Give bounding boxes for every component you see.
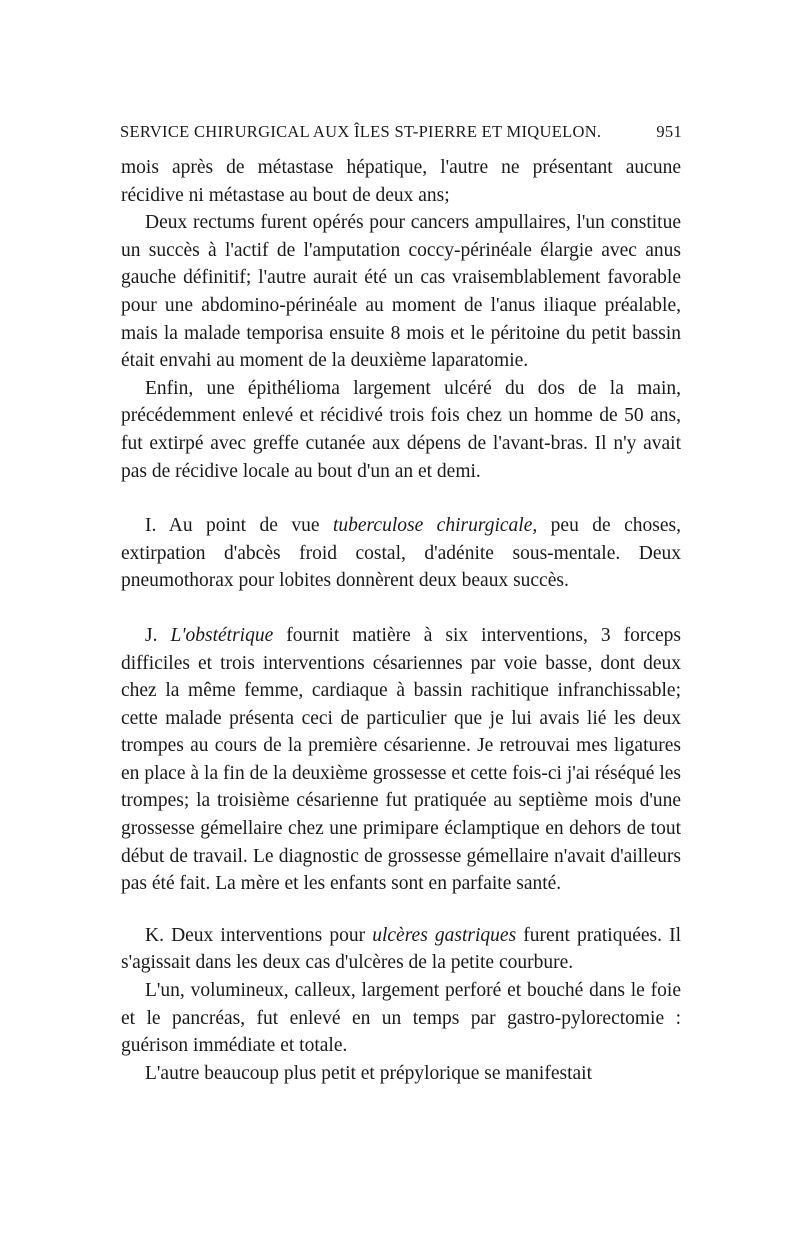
paragraph-continuation: mois après de métastase hépatique, l'autre ne présentant aucune récidive ni métastase au bout de deux ans;: [121, 157, 681, 206]
running-title: SERVICE CHIRURGICAL AUX ÎLES ST-PIERRE ET MIQUELON.: [120, 122, 602, 141]
paragraph-ulcer-two: L'autre beaucoup plus petit et prépylorique se manifestait: [145, 1062, 592, 1084]
section-i-emphasis: tuberculose chirurgicale,: [332, 515, 538, 537]
paragraph-rectums: Deux rectums furent opérés pour cancers ampullaires, l'un constitue un succès à l'actif de l'amputation coccy-périnéale élargie avec anus gauche définitif; l'autre aurait été un cas vraisemblablement favorable pour une abdomino-périnéale au moment de l'anus iliaque préalable, mais la malade temporisa ensuite 8 mois et le péritoine du petit bassin était envahi au moment de la deuxième laparatomie.: [121, 212, 681, 372]
section-i-tuberculose: [121, 512, 681, 595]
section-k-lead: K. Deux interventions pour: [145, 924, 373, 946]
page-number: 951: [656, 122, 682, 141]
section-i-text: peu de choses, extirpation d'abcès froid costal, d'adénite sous-mentale. Deux pneumothorax pour lobites donnèrent deux beaux succès.: [121, 515, 681, 592]
section-i-lead: I. Au point de vue: [145, 515, 333, 537]
section-j-lead: J.: [145, 624, 171, 646]
page-body: [121, 154, 681, 1087]
paragraph-ulcer-one: L'un, volumineux, calleux, largement perforé et bouché dans le foie et le pancréas, fut enlevé en un temps par gastro-pylorectomie : guérison immédiate et totale.: [121, 980, 681, 1057]
section-j-obstetrique: [121, 622, 681, 898]
paragraph-epithelioma: Enfin, une épithélioma largement ulcéré du dos de la main, précédemment enlevé et récidivé trois fois chez un homme de 50 ans, fut extirpé avec greffe cutanée aux dépens de l'avant-bras. Il n'y avait pas de récidive locale au bout d'un an et demi.: [121, 377, 681, 482]
section-k-ulceres: [121, 922, 681, 977]
section-k-emphasis: ulcères gastriques: [372, 924, 517, 946]
section-k-text: furent pratiquées. Il s'agissait dans les deux cas d'ulcères de la petite courbure.: [121, 924, 682, 974]
section-j-text: fournit matière à six interventions, 3 forceps difficiles et trois interventions césariennes par voie basse, dont deux chez la même femme, cardiaque à bassin rachitique infranchissable; cette malade présenta ceci de particulier que je lui avais lié les deux trompes au cours de la première césarienne. Je retrouvai mes ligatures en place à la fin de la deuxième grossesse et cette fois-ci j'ai réséqué les trompes; la troisième césarienne fut pratiquée au septième mois d'une grossesse gémellaire chez une primipare éclamptique en dehors de tout début de travail. Le diagnostic de grossesse gémellaire n'avait d'ailleurs pas été fait. La mère et les enfants sont en parfaite santé.: [121, 624, 681, 895]
section-j-emphasis: L'obstétrique: [170, 624, 274, 646]
